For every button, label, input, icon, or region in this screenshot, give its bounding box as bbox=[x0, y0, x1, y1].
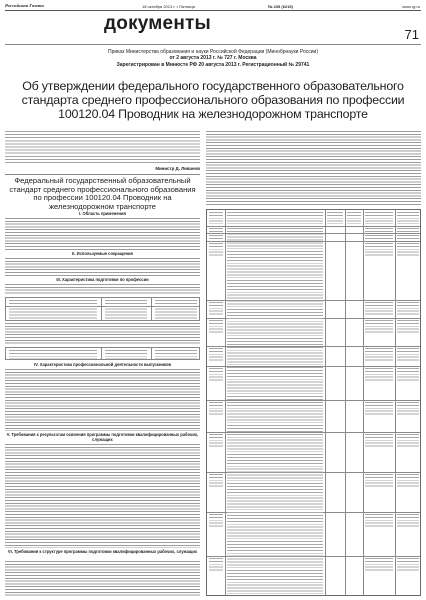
table-column-divider bbox=[363, 210, 364, 595]
text-block bbox=[5, 218, 200, 250]
section-heading: V. Требования к результатам освоения программы подготовки квалифицированных рабочих, служащих bbox=[6, 432, 199, 442]
table-row-divider bbox=[207, 226, 420, 227]
text-block bbox=[5, 131, 200, 164]
text-block bbox=[5, 284, 200, 295]
table-cell bbox=[365, 434, 393, 448]
website: www.rg.ru bbox=[402, 3, 420, 9]
table-cell bbox=[397, 243, 419, 257]
page-number: 71 bbox=[404, 27, 419, 42]
table-cell bbox=[365, 243, 393, 257]
order-registration: Зарегистрирован в Минюсте РФ 20 августа 2013 г. Регистрационный № 29741 bbox=[116, 61, 310, 68]
table-header-cell bbox=[397, 212, 419, 224]
table-header-cell bbox=[227, 212, 323, 224]
table-cell bbox=[397, 302, 419, 316]
table-cell bbox=[365, 514, 393, 528]
table-cell bbox=[397, 558, 419, 572]
table-header-cell bbox=[327, 212, 343, 224]
issue-number: № 235 (6215) bbox=[268, 3, 293, 9]
table-column-divider bbox=[225, 210, 226, 595]
text-block bbox=[206, 131, 421, 205]
table-cell bbox=[365, 558, 393, 572]
table-cell bbox=[209, 302, 223, 316]
order-block bbox=[10, 49, 416, 68]
table-cell bbox=[397, 368, 419, 382]
table-cell bbox=[209, 368, 223, 382]
table-cell bbox=[209, 348, 223, 362]
standard-heading: Федеральный государственный образовательный стандарт среднего профессионального образования по профессии 100120.04 Проводник на железнодорожном транспорте bbox=[9, 176, 196, 211]
table-cell bbox=[209, 434, 223, 448]
text-block bbox=[5, 444, 200, 548]
section-heading: I. Область применения bbox=[5, 212, 200, 217]
table-cell bbox=[209, 235, 223, 240]
table-1 bbox=[5, 297, 200, 321]
table-column-divider bbox=[395, 210, 396, 595]
table-cell bbox=[397, 348, 419, 362]
table-column-divider bbox=[325, 210, 326, 595]
section-heading: II. Используемые сокращения bbox=[5, 252, 200, 257]
section-heading: IV. Характеристика профессиональной деятельности выпускников bbox=[5, 363, 200, 368]
table-cell bbox=[365, 368, 393, 382]
text-block bbox=[5, 258, 200, 276]
divider bbox=[5, 174, 200, 175]
curriculum-table bbox=[206, 209, 421, 596]
header-rule bbox=[5, 10, 421, 11]
newspaper-name: Российская Газета bbox=[5, 3, 44, 8]
table-cell bbox=[397, 235, 419, 240]
order-issuer: Приказ Министерства образования и науки Российской Федерации (Минобрнауки России) bbox=[107, 49, 319, 55]
table-cell bbox=[365, 235, 393, 240]
section-heading: III. Характеристика подготовки по профессии bbox=[5, 278, 200, 283]
table-cell bbox=[365, 228, 393, 232]
table-cell bbox=[209, 402, 223, 416]
table-2 bbox=[5, 347, 200, 360]
table-name-column-text bbox=[227, 228, 323, 594]
text-block bbox=[5, 323, 200, 345]
table-cell bbox=[365, 402, 393, 416]
section-rule bbox=[5, 44, 421, 45]
section-title: документы bbox=[104, 13, 211, 34]
table-cell bbox=[397, 228, 419, 232]
table-header-cell bbox=[347, 212, 361, 224]
table-cell bbox=[209, 243, 223, 257]
table-cell bbox=[397, 474, 419, 488]
table-cell bbox=[397, 514, 419, 528]
section-heading: VI. Требования к структуре программы подготовки квалифицированных рабочих, служащих bbox=[5, 550, 200, 555]
table-cell bbox=[209, 320, 223, 334]
table-cell bbox=[209, 474, 223, 488]
table-header-cell bbox=[365, 212, 393, 224]
table-cell bbox=[365, 348, 393, 362]
table-cell bbox=[209, 228, 223, 232]
issue-date: 18 октября 2013 г. • Пятница bbox=[142, 3, 195, 9]
table-cell bbox=[397, 402, 419, 416]
table-cell bbox=[365, 474, 393, 488]
text-block bbox=[5, 369, 200, 431]
order-date: от 2 августа 2013 г. № 727 г. Москва bbox=[169, 55, 257, 62]
table-column-divider bbox=[345, 210, 346, 595]
table-cell bbox=[209, 558, 223, 572]
signature: Министр Д. Ливанов bbox=[155, 166, 200, 171]
table-cell bbox=[397, 434, 419, 448]
table-cell bbox=[397, 320, 419, 334]
text-block bbox=[5, 561, 200, 596]
table-cell bbox=[365, 302, 393, 316]
table-cell bbox=[209, 514, 223, 528]
table-cell bbox=[365, 320, 393, 334]
document-title: Об утверждении федерального государственного образовательного стандарта среднего профессионального образования по профессии 100120.04 Проводник на железнодорожном транспорте bbox=[21, 79, 405, 121]
table-header-cell bbox=[209, 212, 223, 224]
